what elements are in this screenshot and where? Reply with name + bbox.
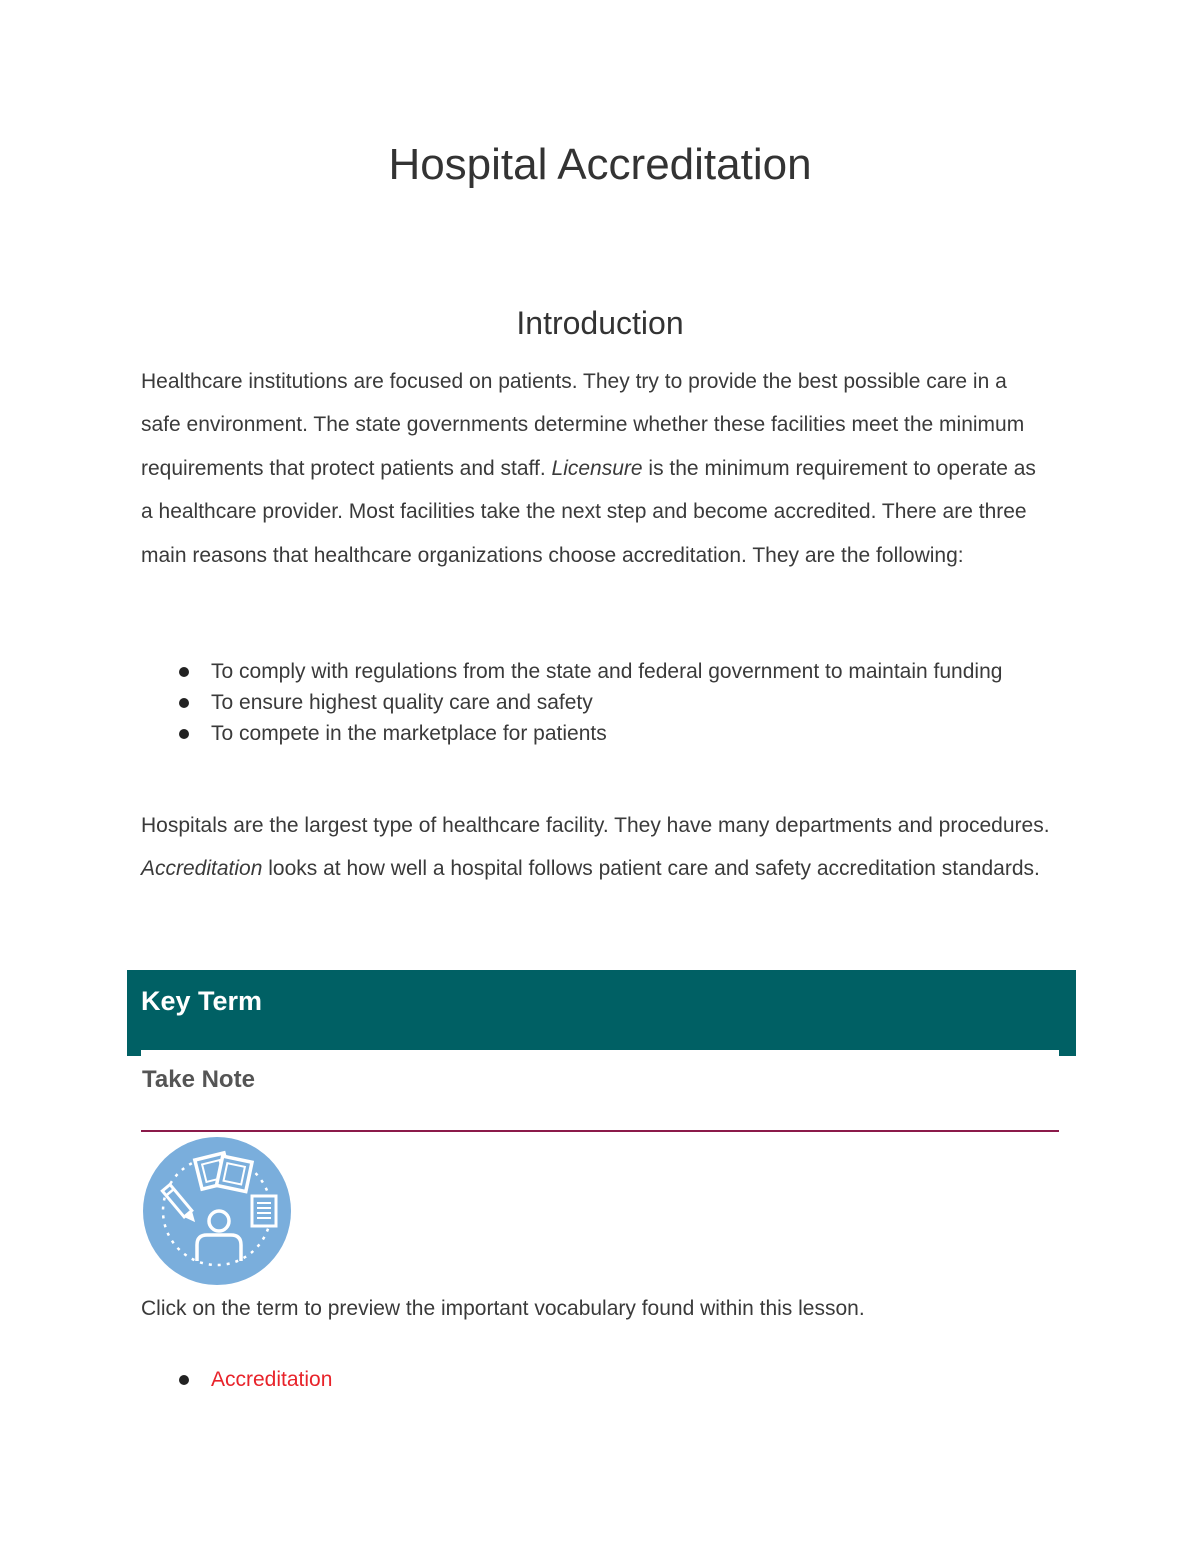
reasons-list [141, 656, 1041, 749]
closing-text-part-1: Hospitals are the largest type of healthcare facility. They have many departments and procedures. [141, 814, 1050, 837]
key-term-heading: Key Term [141, 986, 263, 1016]
instruction-text: Click on the term to preview the important vocabulary found within this lesson. [141, 1297, 865, 1320]
take-note-heading: Take Note [142, 1066, 255, 1093]
term-link-accreditation[interactable]: Accreditation [211, 1368, 333, 1391]
intro-text-part-1: Healthcare institutions are focused on patients. They try to provide the best possible care in a safe environment. The state governments determine whether these facilities meet the minimum requirements that protect patients and staff. [141, 370, 1025, 480]
list-item [141, 656, 1041, 687]
page-title: Hospital Accreditation [388, 140, 812, 189]
list-item-text: To ensure highest quality care and safety [211, 691, 593, 714]
closing-text-part-2: looks at how well a hospital follows patient care and safety accreditation standards. [262, 857, 1040, 881]
licensure-term: Licensure [551, 456, 643, 480]
key-term-banner [127, 970, 1076, 1056]
closing-paragraph [141, 804, 1051, 891]
section-divider [141, 1130, 1059, 1132]
bullet-icon [179, 698, 189, 708]
key-term-list [141, 1364, 1041, 1395]
intro-paragraph [141, 360, 1051, 577]
bullet-icon [179, 729, 189, 739]
take-note-panel [141, 1050, 1059, 1056]
section-title-introduction: Introduction [516, 305, 684, 341]
list-item-text: To comply with regulations from the state and federal government to maintain funding [211, 660, 1003, 683]
bullet-icon [179, 1375, 189, 1385]
list-item [141, 687, 1041, 718]
accreditation-term: Accreditation [141, 857, 263, 881]
intro-text-part-2: is the minimum requirement to operate as a healthcare provider. Most facilities take the next step and become accredited. There are three main reasons that healthcare organizations choose accreditation. They are the following: [141, 456, 1036, 567]
study-materials-icon [143, 1137, 291, 1285]
list-item [141, 718, 1041, 749]
list-item [141, 1364, 1041, 1395]
list-item-text: To compete in the marketplace for patients [211, 722, 607, 745]
bullet-icon [179, 667, 189, 677]
